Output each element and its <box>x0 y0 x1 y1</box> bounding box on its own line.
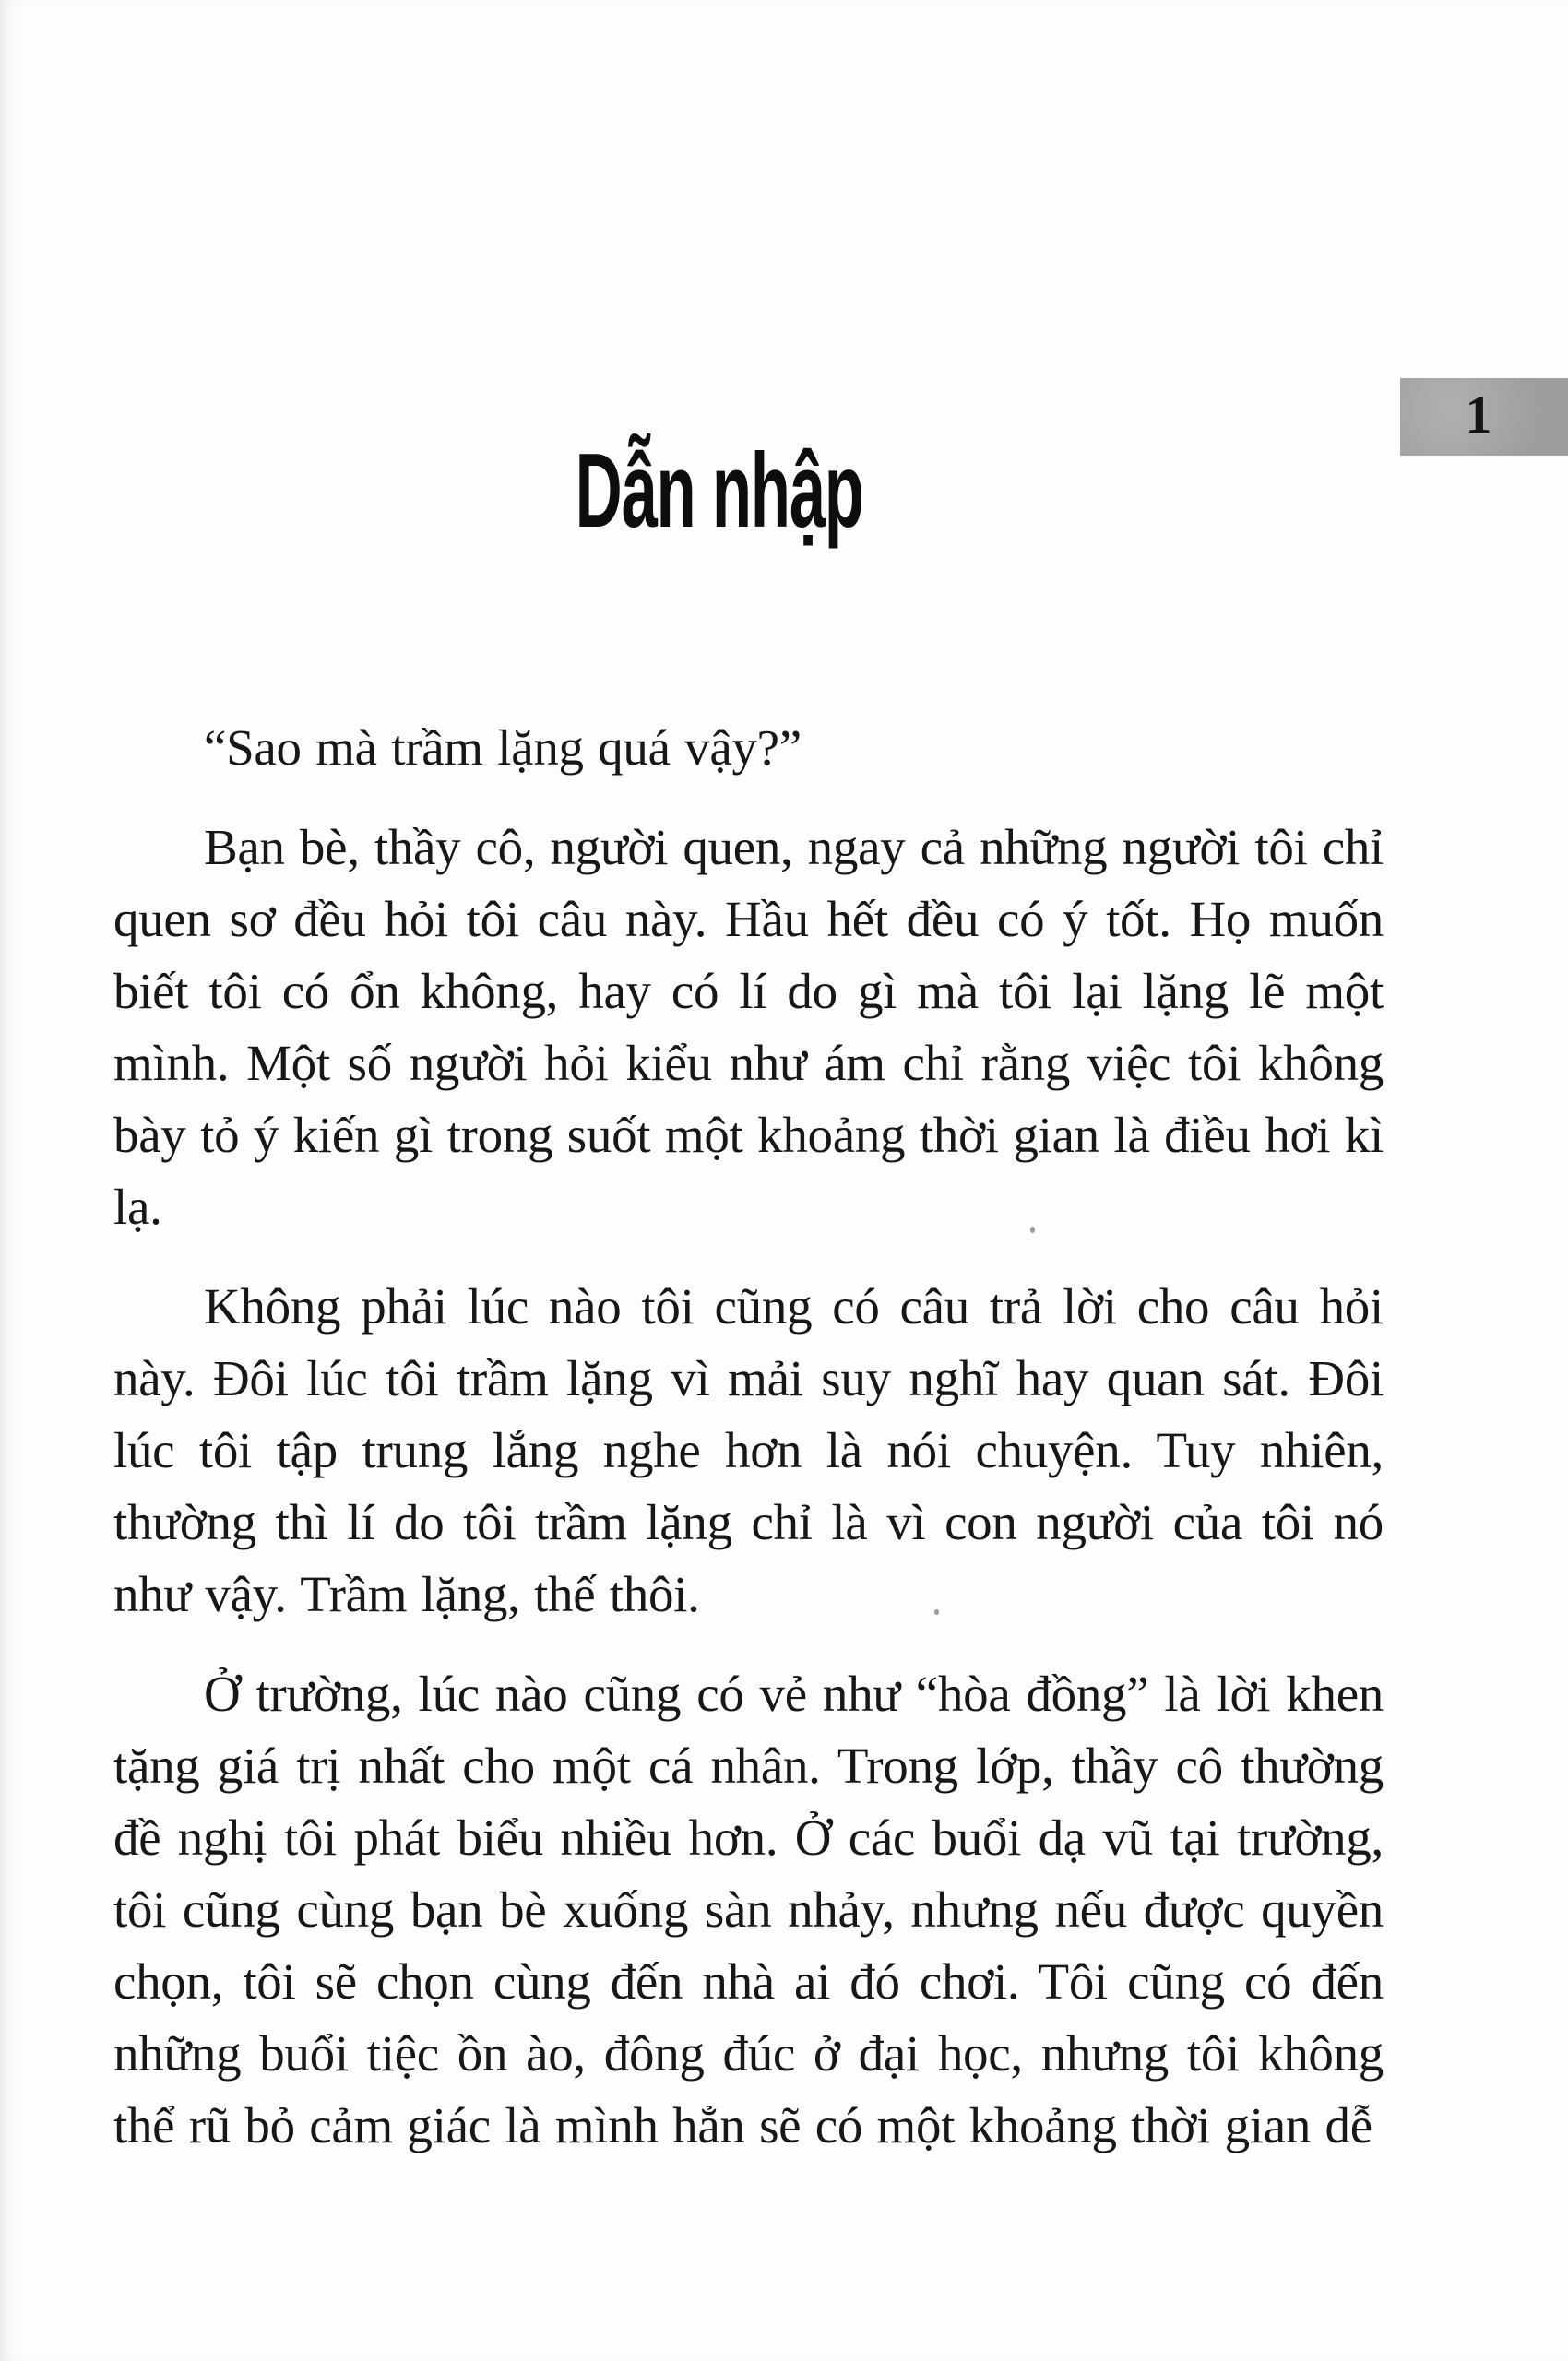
paragraph: Ở trường, lúc nào cũng có vẻ như “hòa đồng” là lời khen tặng giá trị nhất cho một cá nhân. Trong lớp, thầy cô thường đề nghị tôi phát biểu nhiều hơn. Ở các buổi dạ vũ tại trường, tôi cũng cùng bạn bè xuống sàn nhảy, nhưng nếu được quyền chọn, tôi sẽ chọn cùng đến nhà ai đó chơi. Tôi cũng có đến những buổi tiệc ồn ào, đông đúc ở đại học, nhưng tôi không thể rũ bỏ cảm giác là mình hẳn sẽ có một khoảng thời gian dễ <box>113 1666 1384 2153</box>
paragraph: Không phải lúc nào tôi cũng có câu trả lời cho câu hỏi này. Đôi lúc tôi trầm lặng vì mải suy nghĩ hay quan sát. Đôi lúc tôi tập trung lắng nghe hơn là nói chuyện. Tuy nhiên, thường thì lí do tôi trầm lặng chỉ là vì con người của tôi nó như vậy. Trầm lặng, thế thôi. <box>113 1278 1384 1622</box>
page-number: 1 <box>1465 385 1492 445</box>
scan-speck <box>1030 1227 1035 1233</box>
chapter-title: Dẫn nhập <box>575 433 863 550</box>
title-row <box>113 433 1384 549</box>
scan-speck <box>934 1609 939 1615</box>
page-number-badge <box>1400 378 1568 456</box>
paragraph: Bạn bè, thầy cô, người quen, ngay cả những người tôi chỉ quen sơ đều hỏi tôi câu này. Hầu hết đều có ý tốt. Họ muốn biết tôi có ổn không, hay có lí do gì mà tôi lại lặng lẽ một mình. Một số người hỏi kiểu như ám chỉ rằng việc tôi không bày tỏ ý kiến gì trong suốt một khoảng thời gian là điều hơi kì lạ. <box>113 819 1384 1235</box>
body-text <box>113 712 1384 2189</box>
paragraph-opening-quote: “Sao mà trầm lặng quá vậy?” <box>204 719 802 776</box>
